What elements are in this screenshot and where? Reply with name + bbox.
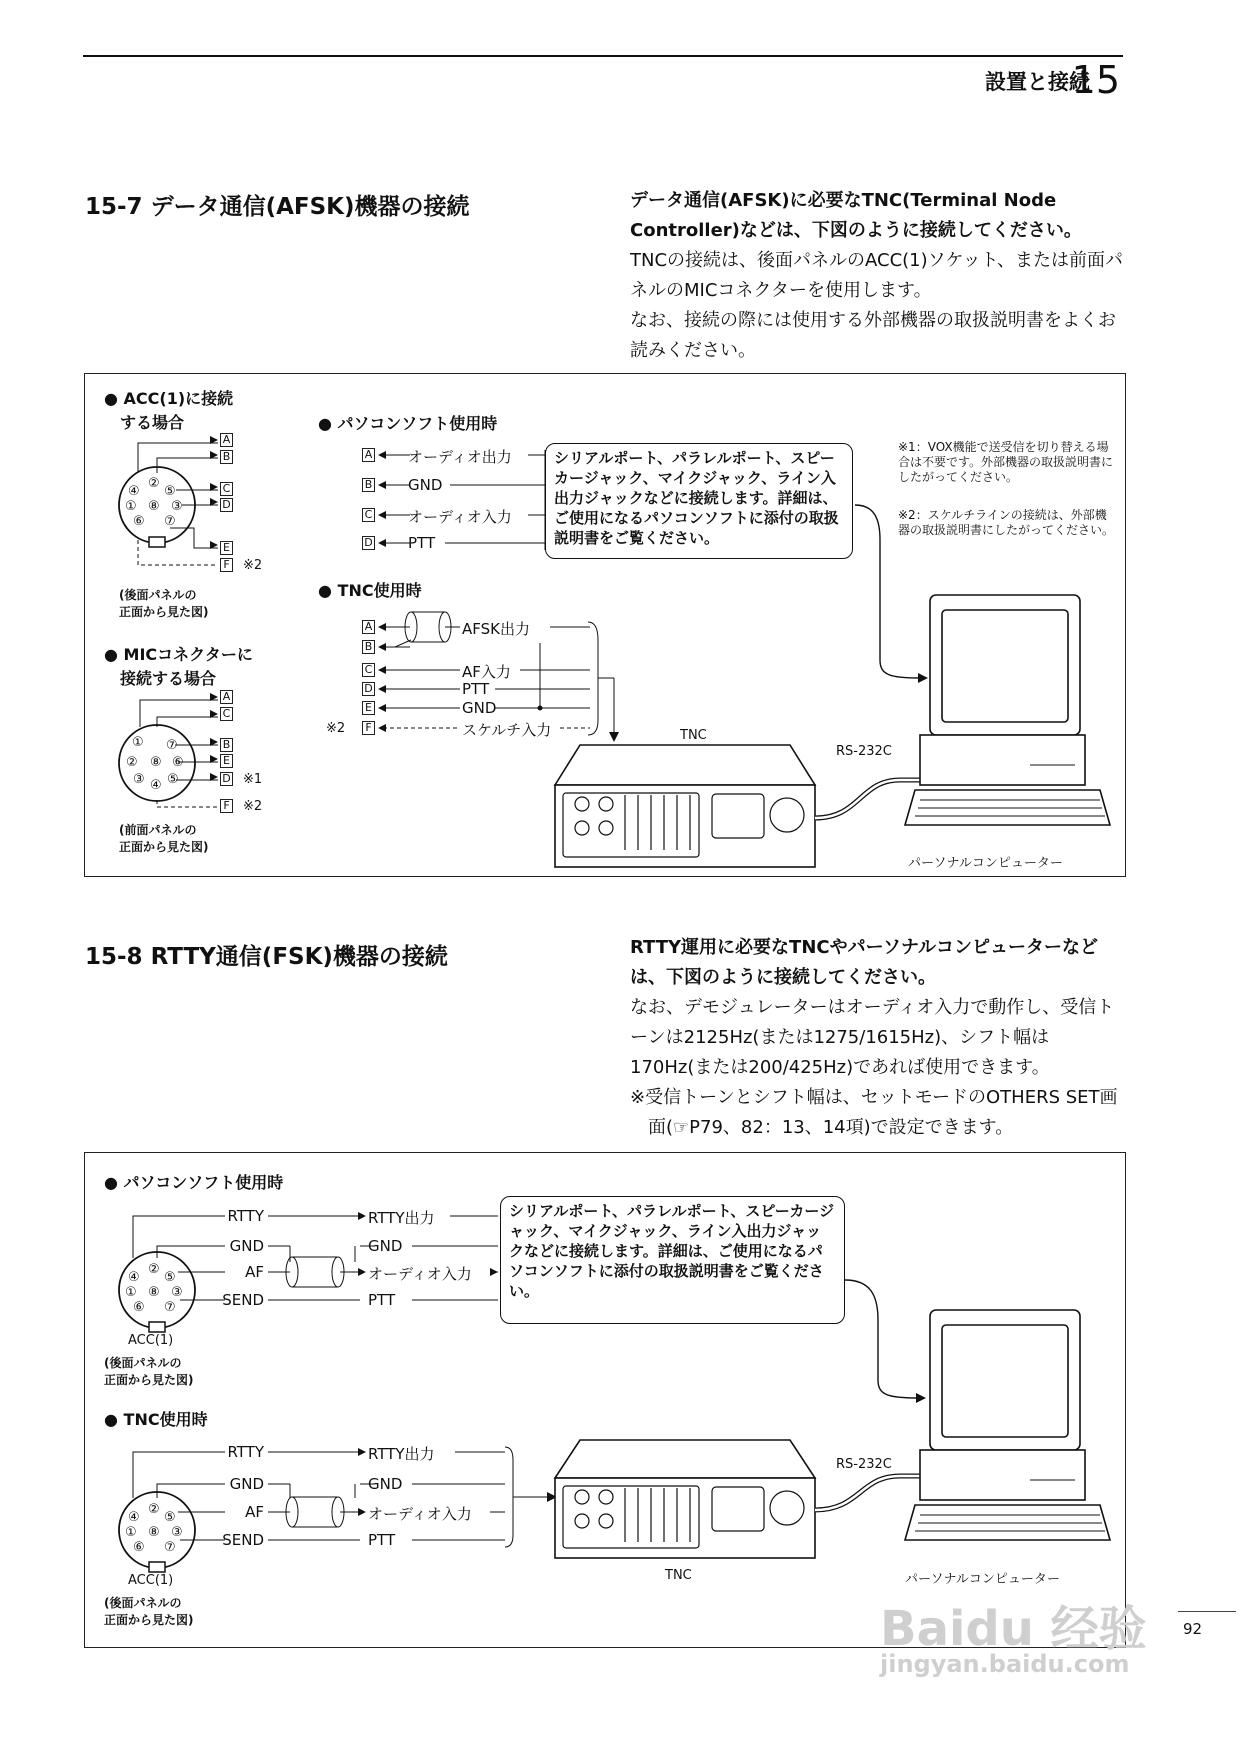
acc-pin-letter: C [220,482,233,496]
fig2-acc-pin: ⑤ [164,1270,176,1285]
mic-caption-2: 正面から見た図) [119,840,209,854]
mic-pin: ⑦ [166,738,178,753]
fig1-pc-title: ● パソコンソフト使用時 [318,414,498,433]
fig2-acc-pin: ④ [128,1270,140,1285]
fig2-left-row: RTTY [227,1207,264,1225]
fig2-caption-1: (後面パネルの [104,1356,182,1370]
acc-pin: ② [148,476,160,491]
mic-pin: ⑥ [172,755,184,770]
tnc-row-letter: E [362,701,375,715]
fig2-acc-pin: ⑤ [164,1510,176,1525]
acc-pin: ① [125,499,137,514]
tnc-row-label: GND [462,699,497,717]
acc-pin-letter: B [220,450,233,464]
fig2-caption-1: (後面パネルの [104,1596,182,1610]
intro-p2: なお、接続の際には使用する外部機器の取扱説明書をよくお読みください。 [630,310,1116,361]
acc-pin: ⑤ [164,484,176,499]
tnc-row-label: PTT [462,680,490,698]
watermark-logo: Baidu 经验 [880,1601,1147,1657]
fig2-acc-label: ACC(1) [128,1573,174,1588]
page-number-rule [1178,1611,1236,1612]
fig2-pc-right-row: オーディオ入力 [368,1265,472,1283]
fig2-tnc-right-row: GND [368,1475,403,1493]
tnc-row-label: スケルチ入力 [462,721,552,739]
mic-pin-letter: B [220,738,233,752]
fig2-acc-pin: ⑦ [164,1540,176,1555]
mic-pin-letter: E [220,754,233,768]
mic-title-2: 接続する場合 [120,669,217,688]
pc-row-label: PTT [408,534,436,552]
tnc-row-letter: A [362,620,375,634]
fig2-acc-pin: ④ [128,1510,140,1525]
intro-bold: RTTY運用に必要なTNCやパーソナルコンピューターなどは、下図のように接続してください。 [630,937,1098,988]
tnc-row-letter: B [362,640,375,654]
fig2-acc-pin: ⑥ [133,1300,145,1315]
mic-caption-1: (前面パネルの [119,823,197,837]
acc-pin: ③ [171,499,183,514]
tnc-row-letter: C [362,663,375,677]
intro-p2: ※受信トーンとシフト幅は、セットモードのOTHERS SET画面(☞P79、82：13、14項)で設定できます。 [630,1087,1118,1138]
intro-p1: TNCの接続は、後面パネルのACC(1)ソケット、または前面パネルのMICコネクターを使用します。 [630,250,1123,301]
fig2-pc-label: パーソナルコンピューター [905,1572,1060,1587]
fig2-left-row: SEND [222,1291,264,1309]
fig2-rs232-label: RS-232C [836,1457,892,1472]
mic-pin: ⑤ [167,772,179,787]
fig2-tnc-right-row: オーディオ入力 [368,1505,472,1523]
fig2-caption-2: 正面から見た図) [104,1613,194,1627]
pc-row-letter: C [362,508,375,522]
mic-pin: ① [132,735,144,750]
pc-row-letter: A [362,448,375,462]
tnc-row-letter: D [362,682,375,696]
mic-pin-letter: D [220,772,233,786]
acc-title-2: する場合 [120,413,185,432]
fig2-acc-pin: ⑧ [148,1285,160,1300]
fig2-acc-pin: ① [125,1525,137,1540]
fig1-callout: シリアルポート、パラレルポート、スピーカージャック、マイクジャック、ライン入出力ジャックなどに接続します。詳細は、ご使用になるパソコンソフトに添付の取扱説明書をご覧ください。 [545,443,853,559]
acc-pin-letter: F [220,558,233,572]
fig2-callout: シリアルポート、パラレルポート、スピーカージャック、マイクジャック、ライン入出力ジャックなどに接続します。詳細は、ご使用になるパソコンソフトに添付の取扱説明書をご覧ください。 [500,1196,845,1324]
pc-row-label: オーディオ出力 [408,448,512,466]
tnc-row-letter: F [362,721,375,735]
fig2-pc-right-row: PTT [368,1291,396,1309]
acc-pin-letter: E [220,541,233,555]
fig2-left-row: RTTY [227,1443,264,1461]
tnc-row-label: AFSK出力 [462,620,530,638]
fig1-note2: ※2：スケルチラインの接続は、外部機器の取扱説明書にしたがってください。 [898,508,1115,537]
pc-row-letter: B [362,478,375,492]
mic-pin: ③ [133,772,145,787]
fig2-acc-pin: ⑧ [148,1525,160,1540]
acc-pin: ⑧ [148,499,160,514]
tnc-note2: ※2 [326,721,346,736]
pc-row-letter: D [362,536,375,550]
fig2-pc-title: ● パソコンソフト使用時 [104,1173,284,1192]
fig1-rs232-label: RS-232C [836,744,892,759]
mic-pin-letter: A [220,690,233,704]
fig2-acc-pin: ③ [171,1525,183,1540]
acc-pin-letter: D [220,498,233,512]
acc-pin: ⑥ [133,514,145,529]
acc-caption-1: (後面パネルの [119,588,197,602]
fig2-tnc-label: TNC [665,1568,692,1583]
fig2-pc-right-row: GND [368,1237,403,1255]
fig2-acc-pin: ① [125,1285,137,1300]
mic-note1: ※1 [243,772,263,787]
fig2-left-row: SEND [222,1531,264,1549]
mic-pin-letter: F [220,799,233,813]
mic-pin: ⑧ [150,755,162,770]
fig2-tnc-right-row: RTTY出力 [368,1445,435,1463]
acc-pin: ④ [128,484,140,499]
intro-p1: なお、デモジュレーターはオーディオ入力で動作し、受信トーンは2125Hz(または1275/1615Hz)、シフト幅は170Hz(または200/425Hz)であれば使用できます。 [630,997,1115,1078]
acc-note2: ※2 [243,558,263,573]
acc-pin: ⑦ [164,514,176,529]
watermark-url: jingyan.baidu.com [880,1650,1130,1678]
pc-row-label: オーディオ入力 [408,508,512,526]
acc-title-1: ● ACC(1)に接続 [104,389,234,408]
fig2-left-row: GND [229,1475,264,1493]
tnc-row-label: AF入力 [462,663,511,681]
fig2-pc-right-row: RTTY出力 [368,1209,435,1227]
chapter-number: 15 [1071,58,1120,102]
acc-caption-2: 正面から見た図) [119,605,209,619]
fig2-acc-pin: ② [148,1502,160,1517]
fig1-note1: ※1：VOX機能で送受信を切り替える場合は不要です。外部機器の取扱説明書にしたがってください。 [898,440,1114,484]
pc-row-label: GND [408,476,443,494]
fig2-left-row: AF [245,1263,264,1281]
fig1-tnc-label: TNC [680,728,707,743]
mic-pin: ④ [150,778,162,793]
section-15-7-title: 15-7 データ通信(AFSK)機器の接続 [85,194,470,220]
fig2-acc-pin: ⑥ [133,1540,145,1555]
mic-title-1: ● MICコネクターに [104,645,253,664]
fig2-left-row: AF [245,1503,264,1521]
fig2-acc-pin: ⑦ [164,1300,176,1315]
page-number: 92 [1183,1620,1203,1638]
fig2-caption-2: 正面から見た図) [104,1373,194,1387]
section-15-8-title: 15-8 RTTY通信(FSK)機器の接続 [85,944,448,970]
chapter-title: 設置と接続 [985,70,1090,94]
fig2-acc-label: ACC(1) [128,1333,174,1348]
acc-pin-letter: A [220,433,233,447]
fig2-acc-pin: ③ [171,1285,183,1300]
fig2-tnc-right-row: PTT [368,1531,396,1549]
intro-bold: データ通信(AFSK)に必要なTNC(Terminal Node Controller)などは、下図のように接続してください。 [630,190,1082,241]
fig2-acc-pin: ② [148,1262,160,1277]
fig1-pc-label: パーソナルコンピューター [908,856,1063,871]
mic-note2: ※2 [243,799,263,814]
fig1-tnc-title: ● TNC使用時 [318,581,422,600]
fig2-tnc-title: ● TNC使用時 [104,1410,208,1429]
mic-pin-letter: C [220,707,233,721]
mic-pin: ② [126,755,138,770]
fig2-left-row: GND [229,1237,264,1255]
